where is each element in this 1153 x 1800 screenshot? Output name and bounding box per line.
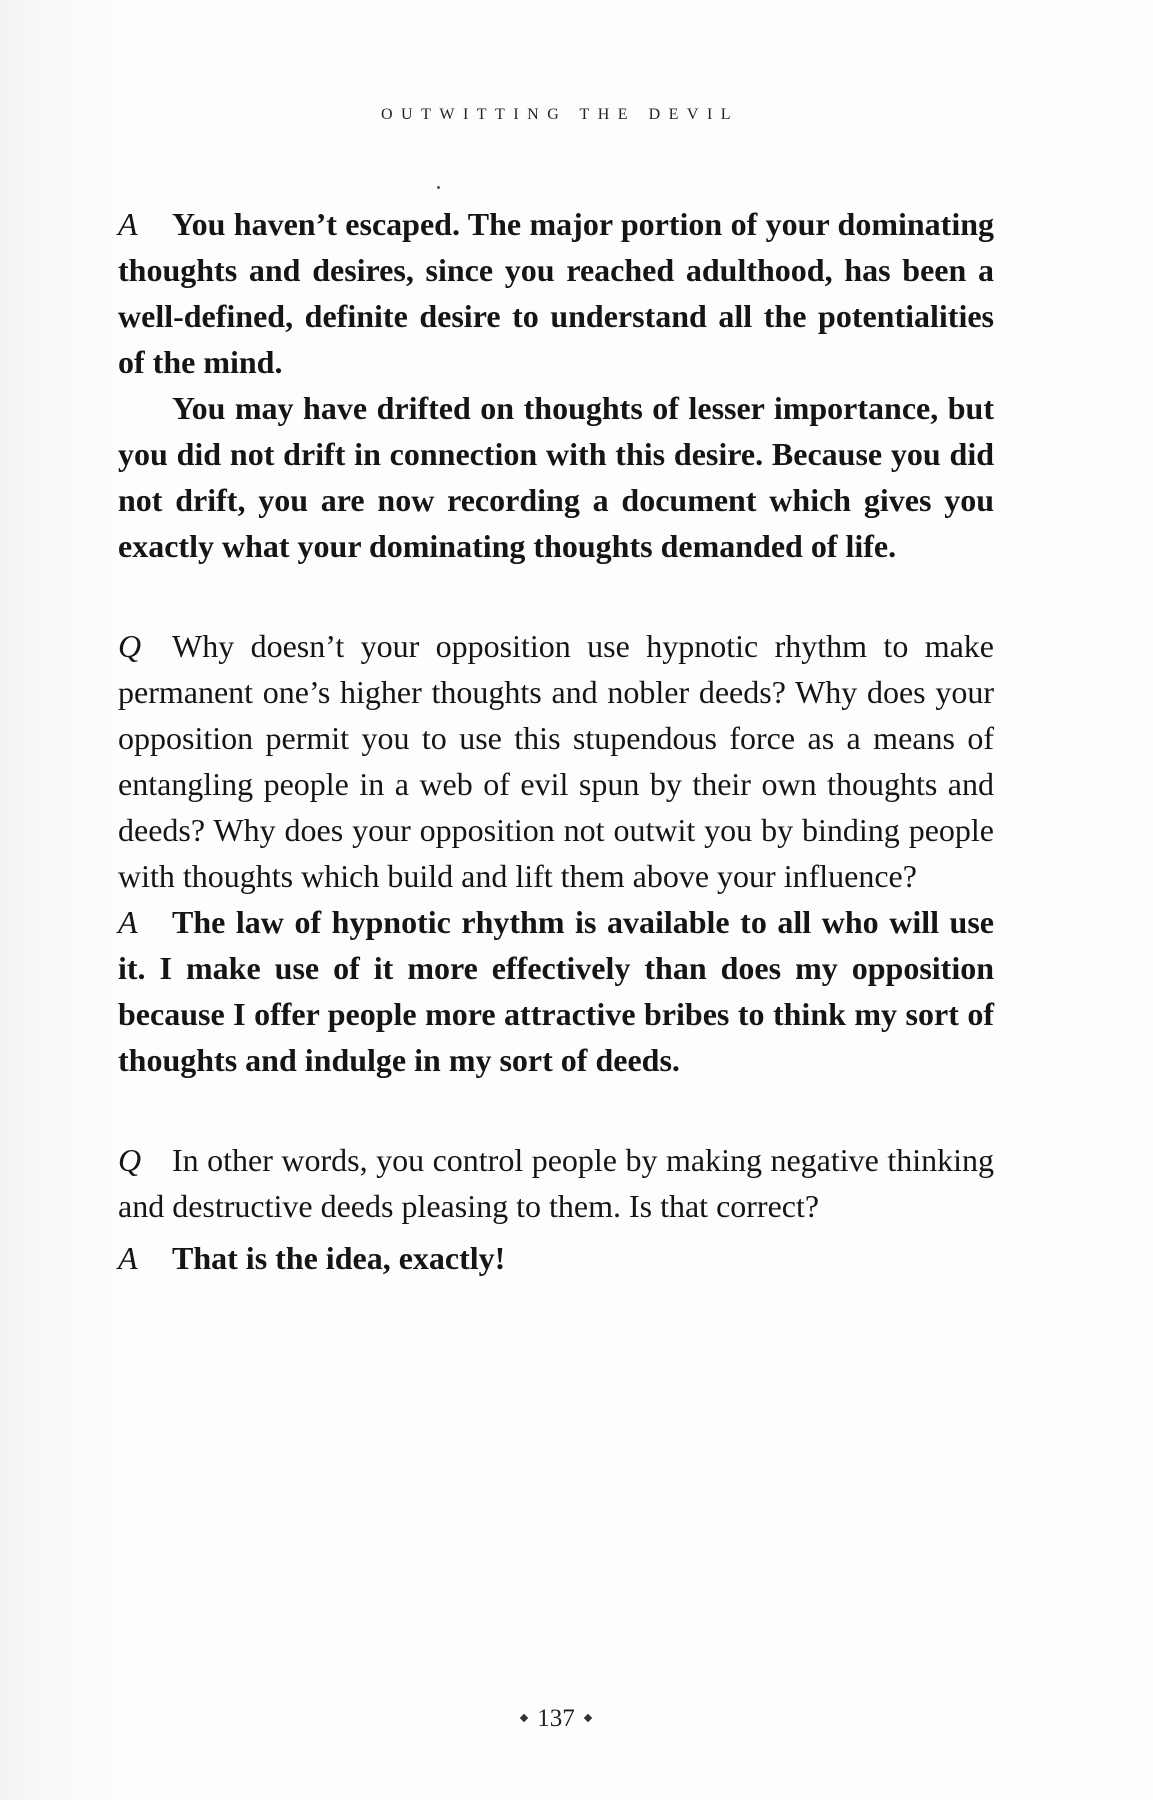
question-text-2: In other words, you control people by making negative thinking and destructive deeds pleasing to them. Is that correct? <box>118 1142 994 1224</box>
ornament-diamond-icon <box>520 1714 528 1722</box>
page-number: 137 <box>537 1705 575 1732</box>
section-gap <box>118 569 994 623</box>
ink-speck <box>437 186 440 189</box>
answer-marker: A <box>118 206 138 242</box>
answer-paragraph-1-continued: You may have drifted on thoughts of lesser importance, but you did not drift in connection with this desire. Because you did not drift, you are now recording a document which gives you exactly what your dominating thoughts demanded of life. <box>118 390 994 564</box>
answer-text-2: The law of hypnotic rhythm is available to all who will use it. I make use of it more effectively than does my opposition because I offer people more attractive bribes to think my sort of thoughts and indulge in my sort of deeds. <box>118 904 994 1078</box>
page-folio <box>118 1705 994 1733</box>
question-marker: Q <box>118 1142 142 1178</box>
answer-paragraph-2 <box>118 899 994 1083</box>
answer-text-1: You haven’t escaped. The major portion of your dominating thoughts and desires, since you reached adulthood, has been a well-defined, definite desire to understand all the potentialities of the mind. <box>118 206 994 380</box>
answer-paragraph-1 <box>118 201 994 385</box>
question-marker: Q <box>118 628 142 664</box>
body-text <box>118 201 994 1281</box>
section-gap <box>118 1083 994 1137</box>
ornament-diamond-icon <box>584 1714 592 1722</box>
question-paragraph-2 <box>118 1137 994 1229</box>
answer-marker: A <box>118 904 138 940</box>
answer-marker: A <box>118 1240 138 1276</box>
running-header: OUTWITTING THE DEVIL <box>380 106 740 123</box>
question-paragraph-1 <box>118 623 994 899</box>
answer-text-3: That is the idea, exactly! <box>172 1240 506 1276</box>
answer-paragraph-3 <box>118 1235 994 1281</box>
question-text-1: Why doesn’t your opposition use hypnotic rhythm to make permanent one’s higher thoughts and nobler deeds? Why does your opposition permit you to use this stupendous force as a means of entangling people in a web of evil spun by their own thoughts and deeds? Why does your opposition not outwit you by binding people with thoughts which build and lift them above your influence? <box>118 628 994 894</box>
